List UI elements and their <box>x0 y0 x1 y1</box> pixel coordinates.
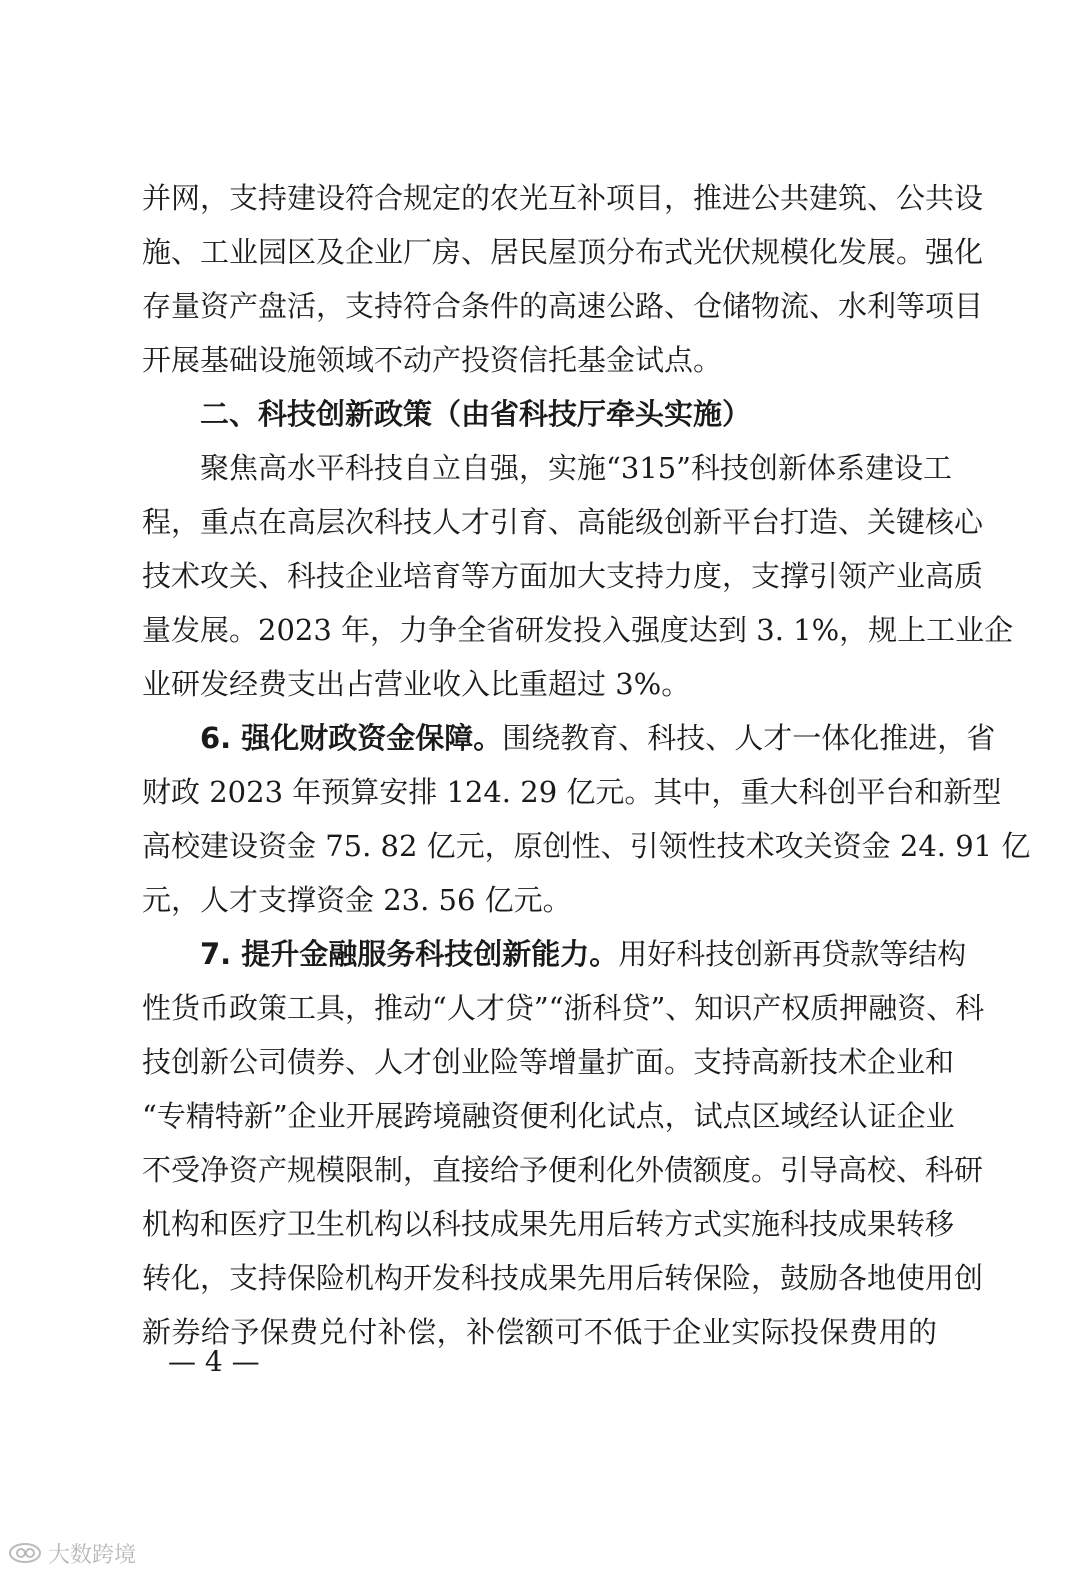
paragraph-line: 财政 2023 年预算安排 124. 29 亿元。其中，重大科创平台和新型 <box>142 775 1002 809</box>
paragraph-line: 并网，支持建设符合规定的农光互补项目，推进公共建筑、公共设 <box>142 181 984 215</box>
paragraph-line: 存量资产盘活，支持符合条件的高速公路、仓储物流、水利等项目 <box>142 289 984 323</box>
paragraph-line: 新券给予保费兑付补偿，补偿额可不低于企业实际投保费用的 <box>142 1315 937 1349</box>
paragraph-line: 聚焦高水平科技自立自强，实施“315”科技创新体系建设工 <box>200 451 953 485</box>
item-line <box>200 932 967 976</box>
paragraph-line: 性货币政策工具，推动“人才贷”“浙科贷”、知识产权质押融资、科 <box>142 991 985 1025</box>
paragraph-line: 技术攻关、科技企业培育等方面加大支持力度，支撑引领产业高质 <box>142 559 984 593</box>
paragraph-line: 施、工业园区及企业厂房、居民屋顶分布式光伏规模化发展。强化 <box>142 235 984 269</box>
item-line <box>200 716 996 760</box>
section-heading: 二、科技创新政策（由省科技厅牵头实施） <box>200 397 752 431</box>
item-lead: 6. 强化财政资金保障。 <box>200 721 503 755</box>
paragraph-line: “专精特新”企业开展跨境融资便利化试点，试点区域经认证企业 <box>142 1099 955 1133</box>
paragraph-line: 机构和医疗卫生机构以科技成果先用后转方式实施科技成果转移 <box>142 1207 955 1241</box>
paragraph-line: 转化，支持保险机构开发科技成果先用后转保险，鼓励各地使用创 <box>142 1261 984 1295</box>
paragraph-line: 程，重点在高层次科技人才引育、高能级创新平台打造、关键核心 <box>142 505 984 539</box>
eye-logo-icon <box>8 1541 42 1565</box>
paragraph-line: 开展基础设施领域不动产投资信托基金试点。 <box>142 343 723 377</box>
item-text: 围绕教育、科技、人才一体化推进，省 <box>502 721 996 755</box>
item-text: 用好科技创新再贷款等结构 <box>618 937 967 971</box>
paragraph-line: 元，人才支撑资金 23. 56 亿元。 <box>142 883 572 917</box>
paragraph-line: 不受净资产规模限制，直接给予便利化外债额度。引导高校、科研 <box>142 1153 984 1187</box>
paragraph-line: 高校建设资金 75. 82 亿元，原创性、引领性技术攻关资金 24. 91 亿 <box>142 829 1031 863</box>
item-lead: 7. 提升金融服务科技创新能力。 <box>200 937 619 971</box>
paragraph-line: 量发展。2023 年，力争全省研发投入强度达到 3. 1%，规上工业企 <box>142 613 1014 647</box>
watermark-text: 大数跨境 <box>48 1542 137 1568</box>
paragraph-line: 技创新公司债券、人才创业险等增量扩面。支持高新技术企业和 <box>142 1045 955 1079</box>
paragraph-line: 业研发经费支出占营业收入比重超过 3%。 <box>142 667 691 701</box>
page-number: — 4 — <box>168 1345 260 1378</box>
watermark <box>8 1536 136 1570</box>
